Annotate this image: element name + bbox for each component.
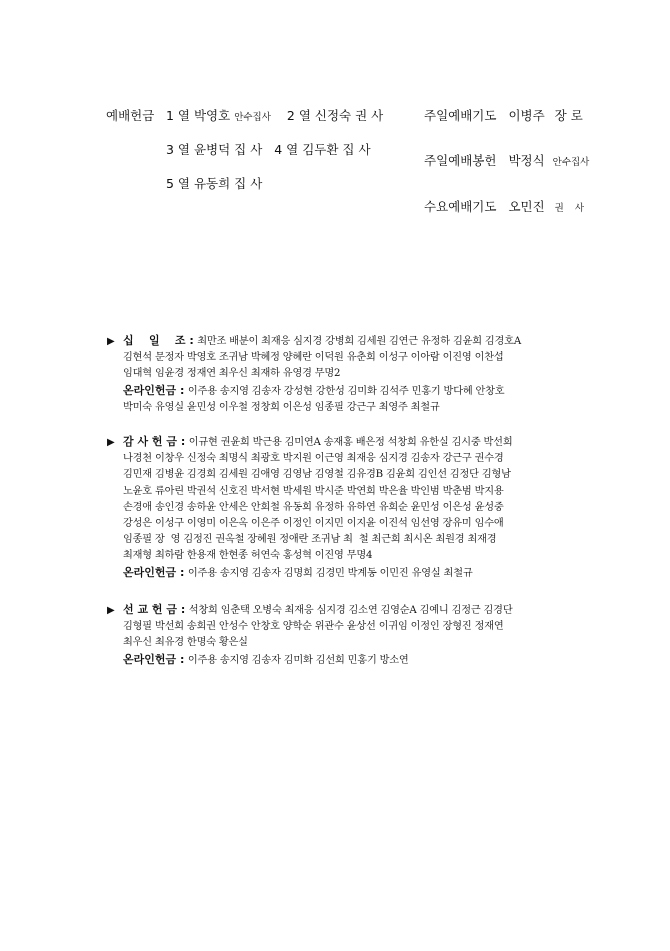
thanks-line: 손경애 송인경 송하윤 안세은 안희철 유동희 유정하 유하연 유희순 윤민성 이은성 윤성중: [123, 501, 504, 513]
thanks-online-line: 이주용 송지영 김송자 김명희 김경민 박계동 이민진 유영실 최철규: [187, 567, 473, 579]
mission-line: 최우신 최유경 한명숙 황은실: [123, 637, 248, 649]
tithe-online-line: 이주용 송지영 김송자 강성현 강한성 김미화 김석주 민홍기 방다혜 안창호: [187, 385, 505, 397]
offering-label: 예배헌금: [106, 108, 155, 123]
mission-section: [107, 602, 512, 669]
offering-row-1-b: 2 열 신정숙 권 사: [286, 108, 384, 123]
offering-row-1-title: 안수집사: [234, 112, 271, 123]
wednesday-prayer-name: 오민진: [508, 199, 545, 214]
sunday-offering-name: 박정식: [508, 153, 545, 168]
wednesday-prayer: [424, 197, 584, 215]
sunday-prayer-label: 주일예배기도: [424, 108, 497, 123]
wednesday-prayer-label: 수요예배기도: [424, 199, 497, 214]
thanks-line: 노윤호 류아린 박권석 신호진 박서현 박세원 박시준 박연희 박은율 박인범 박춘범 박지용: [123, 485, 504, 497]
tithe-section: [107, 333, 521, 416]
sunday-prayer-title: 장 로: [554, 108, 583, 123]
mission-line: 석창희 임춘택 오병숙 최재응 심지경 김소연 김영순A 김예니 김정근 김경단: [188, 605, 513, 616]
thanks-line: 나경천 이창우 신정숙 최명식 최광호 박지원 이근영 최재응 심지경 김송자 강근구 권수경: [123, 453, 504, 465]
sunday-prayer: [424, 106, 583, 124]
mission-heading: 선 교 헌 금 :: [123, 603, 186, 616]
sunday-offering-title: 안수집사: [552, 157, 590, 168]
mission-online-line: 이주용 송지영 김송자 김미화 김선희 민홍기 방소연: [187, 654, 409, 666]
offering-row-1: [166, 106, 383, 124]
thanks-section: [107, 434, 512, 582]
sunday-prayer-name: 이병주: [508, 108, 545, 123]
wednesday-prayer-title: 권 사: [554, 203, 585, 214]
sunday-offering-label: 주일예배봉헌: [424, 153, 497, 168]
sunday-offering: [424, 151, 589, 169]
tithe-line: 김현석 문정자 박영호 조귀남 박혜정 양혜란 이덕원 유춘희 이성구 이아람 이진영 이찬섭: [123, 352, 504, 364]
tithe-online-heading: 온라인헌금 :: [123, 383, 185, 397]
tithe-heading: 십 일 조 :: [123, 334, 194, 347]
offering-row-1-a: 1 열 박영호: [166, 108, 231, 123]
triangle-marker-icon: ▶: [107, 336, 115, 347]
tithe-online-line: 박미숙 유영실 윤민성 이우철 정창희 이은성 임종필 강근구 최영주 최철규: [123, 401, 440, 413]
thanks-line: 이규현 권윤희 박근용 김미연A 송재홍 배은정 석창희 유한실 김시중 박선희: [188, 437, 513, 448]
triangle-marker-icon: ▶: [107, 437, 115, 448]
mission-line: 김형필 박선희 송희권 안성수 안창호 양학순 위관수 윤상선 이귀임 이정인 장형진 정재연: [123, 621, 504, 633]
offering-row-2: 3 열 윤병덕 집 사 4 열 김두환 집 사: [166, 142, 371, 157]
thanks-heading: 감 사 헌 금 :: [123, 435, 186, 448]
thanks-line: 최재형 최하람 한용재 한현종 허연숙 홍성혁 이진영 무명4: [123, 550, 373, 562]
mission-online-heading: 온라인헌금 :: [123, 652, 185, 666]
thanks-line: 임종필 장 영 김정진 권옥철 장혜원 정애란 조귀남 최 철 최근희 최시온 최원경 최재경: [123, 534, 497, 546]
thanks-online-heading: 온라인헌금 :: [123, 565, 185, 579]
offering-row-3: 5 열 유동희 집 사: [166, 176, 263, 191]
tithe-line: 최만조 배분이 최재응 심지경 강병희 김세원 김연근 유정하 김윤희 김경호A: [197, 336, 521, 347]
thanks-line: 김민재 김병윤 김경희 김세원 김애영 김영남 김영철 김유경B 김윤희 김인선 김정단 김형남: [123, 469, 511, 481]
thanks-line: 강성은 이성구 이영미 이은옥 이은주 이정인 이지민 이지윤 이진석 임선영 장유미 임수애: [123, 518, 504, 530]
tithe-line: 임대혁 임윤경 정재연 최우신 최재하 유영경 무명2: [123, 368, 341, 380]
triangle-marker-icon: ▶: [107, 605, 115, 616]
